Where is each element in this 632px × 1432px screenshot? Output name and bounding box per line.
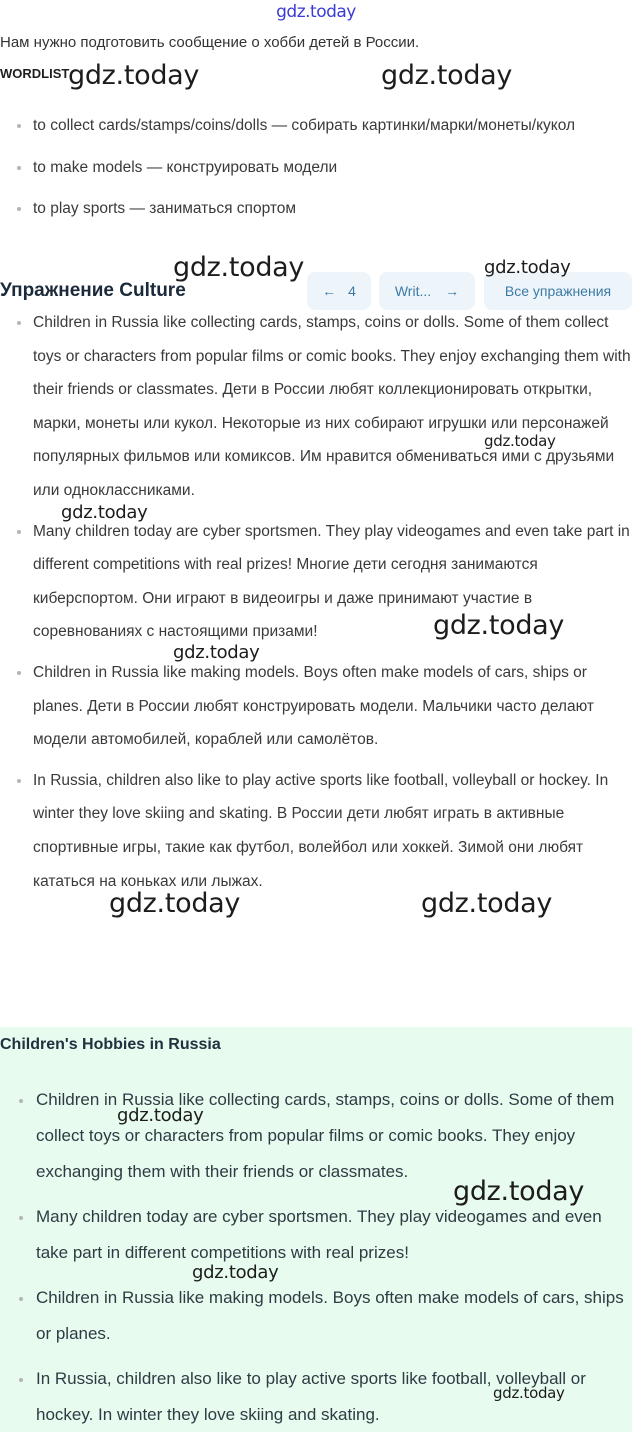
wordlist [0, 109, 632, 234]
answer-item: Children in Russia like making models. Boys often make models of cars, ships or planes. Дети в России любят конструировать модели. Мальчики часто делают модели автомобилей, кораблей или самолётов. [0, 656, 632, 757]
answer-item: Children in Russia like collecting cards, stamps, coins or dolls. Some of them collect toys or characters from popular films or comic books. They enjoy exchanging them with their friends or classmates. Дети в России любят коллекционировать открытки, марки, монеты или кукол. Некоторые из них собирают игрушки или персонажей популярных фильмов или комиксов. Им нравится обмениваться ими с друзьями или одноклассниками. [0, 306, 632, 508]
answer-item: In Russia, children also like to play active sports like football, volleyball or hockey. In winter they love skiing and skating. В России дети любят играть в активные спортивные игры, такие как футбол, волейбол или хоккей. Зимой они любят кататься на коньках или лыжах. [0, 764, 632, 898]
exercise-title: Упражнение Culture [0, 280, 186, 301]
wordlist-title: WORDLIST [0, 66, 70, 81]
arrow-right-icon: → [445, 283, 460, 299]
answer-list [0, 306, 632, 905]
summary-item: In Russia, children also like to play active sports like football, volleyball or hockey. In winter they love skiing and skating. [0, 1361, 632, 1432]
watermark: gdz.today [68, 60, 200, 91]
watermark: gdz.today [484, 432, 556, 450]
prev-exercise-label: 4 [348, 283, 356, 299]
watermark: gdz.today [453, 1176, 585, 1207]
summary-item: Children in Russia like making models. Boys often make models of cars, ships or planes. [0, 1280, 632, 1352]
all-exercises-label: Все упражнения [504, 283, 612, 299]
watermark: gdz.today [381, 60, 513, 91]
watermark: gdz.today [493, 1384, 565, 1402]
watermark: gdz.today [173, 252, 305, 283]
watermark: gdz.today [421, 888, 553, 919]
wordlist-item: to collect cards/stamps/coins/dolls — собирать картинки/марки/монеты/кукол [0, 109, 632, 143]
arrow-left-icon: ← [322, 283, 337, 299]
watermark: gdz.today [192, 1262, 279, 1283]
exercise-header [0, 272, 632, 312]
summary-item: Many children today are cyber sportsmen. They play videogames and even take part in different competitions with real prizes! [0, 1199, 632, 1271]
watermark: gdz.today [61, 502, 148, 523]
wordlist-item: to make models — конструировать модели [0, 151, 632, 185]
prev-exercise-button[interactable] [307, 272, 371, 310]
next-exercise-button[interactable] [379, 272, 475, 310]
watermark: gdz.today [109, 888, 241, 919]
summary-panel [0, 1027, 632, 1432]
site-logo[interactable]: gdz.today [276, 2, 356, 22]
answer-item: Many children today are cyber sportsmen. They play videogames and even take part in different competitions with real prizes! Многие дети сегодня занимаются киберспортом. Они играют в видеоигры и даже принимают участие в соревнованиях с настоящими призами! [0, 515, 632, 649]
watermark: gdz.today [117, 1105, 204, 1126]
watermark: gdz.today [173, 642, 260, 663]
watermark: gdz.today [484, 257, 571, 278]
wordlist-item: to play sports — заниматься спортом [0, 192, 632, 226]
summary-title: Children's Hobbies in Russia [0, 1036, 221, 1053]
watermark: gdz.today [433, 610, 565, 641]
summary-list [0, 1082, 632, 1432]
intro-text: Нам нужно подготовить сообщение о хобби детей в России. [0, 34, 420, 51]
summary-item: Children in Russia like collecting cards, stamps, coins or dolls. Some of them collect toys or characters from popular films or comic books. They enjoy exchanging them with their friends or classmates. [0, 1082, 632, 1190]
next-exercise-label: Writ... [394, 283, 432, 299]
